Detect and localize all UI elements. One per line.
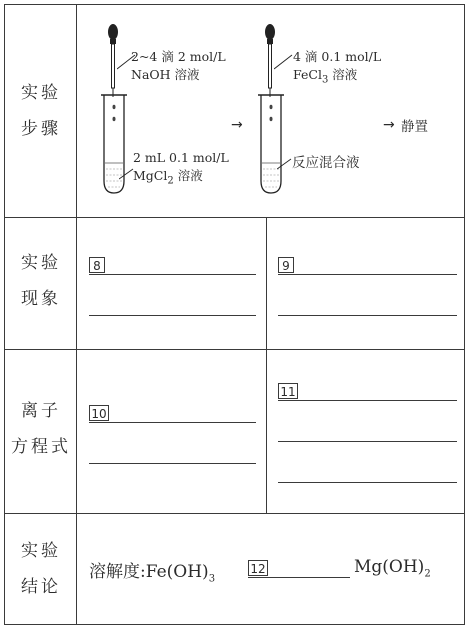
row-label-equation: 离子 方程式 <box>11 401 71 457</box>
answer-line[interactable] <box>248 577 350 578</box>
pointer-line <box>274 53 294 73</box>
answer-line[interactable] <box>278 482 457 483</box>
conclusion-prefix: 溶解度$:Fe(OH)_3$ <box>89 562 216 585</box>
answer-line[interactable] <box>89 274 256 275</box>
answer-line[interactable] <box>278 441 457 442</box>
blank-number-12: 12 <box>248 560 268 576</box>
blank-number-9: 9 <box>278 257 294 273</box>
blank-number-11: 11 <box>278 383 298 399</box>
answer-line[interactable] <box>89 463 256 464</box>
pointer-line <box>277 157 293 173</box>
row-divider-1 <box>5 217 464 218</box>
dropper1-label-line2: NaOH 溶液 <box>131 67 200 82</box>
test-tube-icon <box>256 93 286 197</box>
experiment-table <box>4 4 465 625</box>
answer-line[interactable] <box>278 400 457 401</box>
tube2-label: 反应混合液 <box>292 155 360 171</box>
answer-line[interactable] <box>89 315 256 316</box>
row-label-steps: 实验 步骤 <box>21 83 61 139</box>
dropper1-label-line1: 2~4 滴 2 mol/L <box>131 49 226 64</box>
blank-number-10: 10 <box>89 405 109 421</box>
middle-column-divider <box>266 217 267 513</box>
tube1-label-line1: 2 mL 0.1 mol/L <box>133 150 229 165</box>
row-label-conclusion: 实验 结论 <box>21 541 61 597</box>
answer-line[interactable] <box>278 274 457 275</box>
final-step-label: 静置 <box>401 119 428 135</box>
row-divider-2 <box>5 349 464 350</box>
process-arrow: → <box>231 117 243 133</box>
answer-line[interactable] <box>89 422 256 423</box>
conclusion-suffix: $Mg(OH)_2$ <box>354 557 431 580</box>
dropper2-label-line1: 4 滴 0.1 mol/L <box>293 49 382 64</box>
tube1-label-line2: MgCl$_2$ 溶液 <box>133 168 203 187</box>
dropper2-label-line2: FeCl$_3$ 溶液 <box>293 67 358 86</box>
answer-line[interactable] <box>278 315 457 316</box>
blank-number-8: 8 <box>89 257 105 273</box>
row-divider-3 <box>5 513 464 514</box>
process-arrow: → <box>383 117 395 133</box>
row-label-phenomenon: 实验 现象 <box>21 253 61 309</box>
